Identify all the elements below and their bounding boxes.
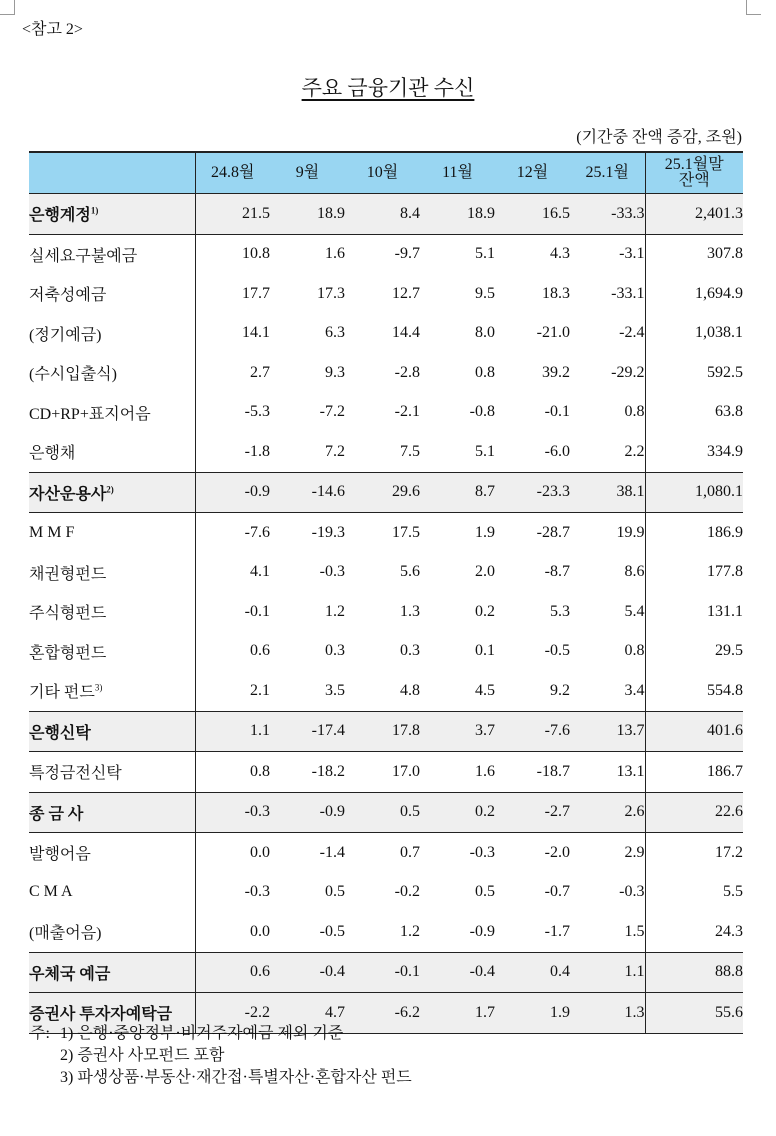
value-cell: 5.4 (570, 592, 645, 632)
value-cell: -1.7 (544, 922, 570, 940)
value-cell: -2.4 (570, 314, 645, 354)
value-cell: 13.1 (570, 752, 645, 793)
column-header: 12월 (495, 152, 570, 194)
value-cell: 4.7 (270, 993, 345, 1034)
table-group-row (29, 952, 743, 993)
value-cell: 9.3 (325, 363, 345, 381)
row-label (29, 752, 195, 793)
value-cell: 39.2 (542, 363, 570, 381)
balance-cell: 29.5 (715, 642, 743, 660)
value-cell: -33.3 (570, 194, 645, 235)
table-row (29, 393, 743, 433)
balance-cell: 24.3 (715, 922, 743, 940)
value-cell: -2.8 (394, 363, 420, 381)
balance-cell: 1,694.9 (695, 284, 743, 302)
value-cell: 3.4 (570, 671, 645, 711)
balance-cell: 131.1 (707, 602, 743, 620)
value-cell: 8.0 (475, 324, 495, 342)
balance-cell: 401.6 (645, 711, 743, 752)
value-cell: 1.5 (570, 912, 645, 952)
table-row (29, 912, 743, 952)
row-label-text: 발행어음 (29, 846, 91, 864)
value-cell: -0.9 (469, 922, 495, 940)
value-cell: 0.5 (345, 792, 420, 833)
balance-cell: 334.9 (707, 442, 743, 460)
column-header: 25.1월 (570, 152, 645, 194)
value-cell: -6.2 (345, 993, 420, 1034)
value-cell: 4.1 (250, 563, 270, 581)
value-cell: 1.1 (570, 952, 645, 993)
footnote-text: 1) 은행·중앙정부·비거주자예금 제외 기준 (60, 1025, 344, 1042)
value-cell: -33.1 (570, 274, 645, 314)
value-cell: -0.7 (544, 883, 570, 901)
page-corner-mark-left (0, 0, 15, 15)
balance-header-line2: 잔액 (678, 172, 710, 189)
value-cell: 0.5 (475, 883, 495, 901)
value-cell: -0.3 (195, 792, 270, 833)
balance-cell: 177.8 (707, 563, 743, 581)
footnote-marker: 1) (90, 205, 99, 216)
value-cell: -0.3 (319, 563, 345, 581)
value-cell: 5.1 (420, 234, 495, 274)
value-cell: 0.3 (400, 642, 420, 660)
value-cell: 5.3 (550, 602, 570, 620)
value-cell: -1.8 (244, 442, 270, 460)
value-cell: 29.6 (345, 472, 420, 513)
value-cell: 17.3 (317, 284, 345, 302)
table-row (29, 234, 743, 274)
value-cell: 14.4 (392, 324, 420, 342)
row-label (29, 472, 195, 513)
footnote-text: 3) 파생상품·부동산·재간접·특별자산·혼합자산 펀드 (60, 1069, 412, 1086)
footnote-marker: 2) (106, 484, 114, 495)
value-cell: -0.2 (394, 883, 420, 901)
value-cell: 21.5 (195, 194, 270, 235)
balance-cell: 63.8 (715, 403, 743, 421)
row-label-text: 종 금 사 (29, 805, 84, 823)
footnote-prefix: 주: (30, 1025, 50, 1042)
value-cell: -29.2 (570, 353, 645, 393)
value-cell: 4.3 (495, 234, 570, 274)
value-cell: 4.8 (400, 681, 420, 699)
value-cell: 12.7 (392, 284, 420, 302)
unit-note: (기간중 잔액 증감, 조원) (576, 129, 742, 146)
table-group-row (29, 472, 743, 513)
footnote-marker: 3) (94, 682, 103, 693)
value-cell: 1.2 (325, 602, 345, 620)
value-cell: 1.2 (400, 922, 420, 940)
value-cell: 1.9 (420, 513, 495, 553)
table-row (29, 274, 743, 314)
value-cell: -2.0 (495, 833, 570, 873)
row-label (29, 194, 195, 235)
value-cell: -0.9 (270, 792, 345, 833)
table-row (29, 752, 743, 793)
row-label-text: 우체국 예금 (29, 965, 111, 983)
value-cell: 3.5 (325, 681, 345, 699)
row-label-text: 채권형펀드 (29, 565, 107, 583)
value-cell: 16.5 (495, 194, 570, 235)
row-label-text: C M A (29, 883, 73, 901)
table-body (29, 194, 743, 1034)
value-cell: 8.4 (345, 194, 420, 235)
value-cell: -2.2 (195, 993, 270, 1034)
balance-cell: 554.8 (707, 681, 743, 699)
value-cell: -0.9 (195, 472, 270, 513)
table-row (29, 353, 743, 393)
value-cell: 19.9 (570, 513, 645, 553)
balance-cell: 1,080.1 (645, 472, 743, 513)
column-header: 9월 (270, 152, 345, 194)
balance-cell: 22.6 (645, 792, 743, 833)
column-header-label (29, 152, 195, 194)
value-cell: -0.4 (270, 952, 345, 993)
value-cell: -0.5 (544, 642, 570, 660)
value-cell: -0.5 (319, 922, 345, 940)
row-label (29, 671, 195, 711)
value-cell: 3.7 (420, 711, 495, 752)
row-label-text: 저축성예금 (29, 287, 107, 305)
value-cell: 7.5 (400, 442, 420, 460)
table-row (29, 671, 743, 711)
value-cell: -0.3 (244, 883, 270, 901)
row-label-text: 은행채 (29, 445, 76, 463)
value-cell: 0.5 (325, 883, 345, 901)
value-cell: 6.3 (325, 324, 345, 342)
value-cell: 0.8 (195, 752, 270, 793)
row-label-text: 기타 펀드 (29, 684, 95, 702)
value-cell: 2.0 (475, 563, 495, 581)
balance-cell: 186.9 (645, 513, 743, 553)
balance-cell: 2,401.3 (645, 194, 743, 235)
row-label-text: 은행계정 (29, 207, 91, 225)
value-cell: 2.6 (570, 792, 645, 833)
footnotes (30, 1023, 412, 1089)
row-label (29, 952, 195, 993)
row-label (29, 314, 195, 354)
value-cell: -6.0 (544, 442, 570, 460)
row-label (29, 353, 195, 393)
table-row (29, 553, 743, 593)
row-label-text: 특정금전신탁 (29, 765, 122, 783)
value-cell: -3.1 (570, 234, 645, 274)
value-cell: -14.6 (270, 472, 345, 513)
value-cell: -0.8 (469, 403, 495, 421)
row-label (29, 432, 195, 472)
value-cell: 0.8 (475, 363, 495, 381)
value-cell: -19.3 (270, 513, 345, 553)
value-cell: -7.6 (495, 711, 570, 752)
value-cell: 0.6 (195, 952, 270, 993)
row-label-text: M M F (29, 523, 75, 541)
value-cell: 1.9 (495, 993, 570, 1034)
column-header: 24.8월 (195, 152, 270, 194)
table-row (29, 632, 743, 672)
balance-header-line1: 25.1월말 (664, 156, 724, 173)
column-header: 10월 (345, 152, 420, 194)
value-cell: 0.4 (495, 952, 570, 993)
value-cell: -17.4 (270, 711, 345, 752)
value-cell: 2.2 (570, 432, 645, 472)
value-cell: 1.3 (570, 993, 645, 1034)
table-row (29, 873, 743, 913)
document-title (0, 72, 776, 102)
value-cell: 1.6 (270, 234, 345, 274)
value-cell: 0.7 (345, 833, 420, 873)
value-cell: -2.1 (394, 403, 420, 421)
value-cell: 0.6 (250, 642, 270, 660)
balance-cell: 88.8 (645, 952, 743, 993)
value-cell: 2.7 (250, 363, 270, 381)
value-cell: 8.6 (570, 553, 645, 593)
value-cell: -28.7 (495, 513, 570, 553)
value-cell: 1.6 (420, 752, 495, 793)
row-label (29, 632, 195, 672)
value-cell: -0.3 (420, 833, 495, 873)
footnote-3 (30, 1067, 412, 1089)
footnote-2 (30, 1045, 412, 1067)
value-cell: 17.8 (345, 711, 420, 752)
value-cell: 13.7 (570, 711, 645, 752)
balance-cell: 1,038.1 (695, 324, 743, 342)
row-label (29, 873, 195, 913)
value-cell: -0.1 (544, 403, 570, 421)
value-cell: 9.5 (475, 284, 495, 302)
value-cell: -0.1 (345, 952, 420, 993)
value-cell: -7.2 (319, 403, 345, 421)
balance-cell: 307.8 (645, 234, 743, 274)
value-cell: -18.2 (270, 752, 345, 793)
row-label (29, 513, 195, 553)
value-cell: 17.5 (345, 513, 420, 553)
row-label-text: 주식형펀드 (29, 605, 107, 623)
value-cell: -2.7 (495, 792, 570, 833)
table-row (29, 592, 743, 632)
table-row (29, 432, 743, 472)
row-label-text: (정기예금) (29, 326, 102, 344)
value-cell: 2.9 (570, 833, 645, 873)
value-cell: -0.4 (420, 952, 495, 993)
row-label (29, 711, 195, 752)
table-row (29, 314, 743, 354)
balance-cell: 55.6 (645, 993, 743, 1034)
balance-cell: 592.5 (707, 363, 743, 381)
row-label (29, 274, 195, 314)
column-header-balance (645, 152, 743, 194)
value-cell: 1.7 (420, 993, 495, 1034)
value-cell: 5.6 (400, 563, 420, 581)
table-group-row (29, 194, 743, 235)
row-label (29, 553, 195, 593)
row-label (29, 833, 195, 873)
value-cell: 4.5 (475, 681, 495, 699)
value-cell: -23.3 (495, 472, 570, 513)
value-cell: 5.1 (475, 442, 495, 460)
page-corner-mark-right (746, 0, 761, 15)
row-label (29, 912, 195, 952)
row-label (29, 592, 195, 632)
value-cell: 0.8 (570, 632, 645, 672)
value-cell: 38.1 (570, 472, 645, 513)
value-cell: -0.1 (244, 602, 270, 620)
column-header: 11월 (420, 152, 495, 194)
value-cell: 7.2 (325, 442, 345, 460)
value-cell: -7.6 (195, 513, 270, 553)
row-label (29, 792, 195, 833)
table-group-row (29, 711, 743, 752)
table-row (29, 833, 743, 873)
value-cell: 8.7 (420, 472, 495, 513)
value-cell: -9.7 (345, 234, 420, 274)
value-cell: 0.1 (475, 642, 495, 660)
table-group-row (29, 792, 743, 833)
footnote-1 (30, 1023, 412, 1045)
value-cell: 0.8 (570, 393, 645, 433)
row-label-text: 혼합형펀드 (29, 644, 107, 662)
row-label-text: 증권사 투자자예탁금 (29, 1006, 173, 1024)
value-cell: 1.3 (400, 602, 420, 620)
footnote-text: 2) 증권사 사모펀드 포함 (60, 1047, 225, 1064)
value-cell: -0.3 (570, 873, 645, 913)
value-cell: 18.3 (542, 284, 570, 302)
row-label-text: (매출어음) (29, 925, 102, 943)
value-cell: 10.8 (195, 234, 270, 274)
row-label-text: 실세요구불예금 (29, 247, 138, 265)
row-label-text: 은행신탁 (29, 724, 91, 742)
balance-cell: 186.7 (645, 752, 743, 793)
reference-label: <참고 2> (22, 21, 83, 38)
value-cell: -18.7 (495, 752, 570, 793)
balance-cell: 17.2 (645, 833, 743, 873)
value-cell: 0.2 (475, 602, 495, 620)
value-cell: -8.7 (544, 563, 570, 581)
value-cell: 17.7 (242, 284, 270, 302)
row-label (29, 234, 195, 274)
value-cell: 0.0 (195, 833, 270, 873)
balance-cell: 5.5 (723, 883, 743, 901)
value-cell: 2.1 (250, 681, 270, 699)
value-cell: 14.1 (242, 324, 270, 342)
value-cell: 1.1 (195, 711, 270, 752)
value-cell: 0.2 (420, 792, 495, 833)
value-cell: -1.4 (270, 833, 345, 873)
deposits-table (29, 151, 743, 1034)
table-header-row (29, 152, 743, 194)
title-text: 주요 금융기관 수신 (301, 76, 475, 100)
table-row (29, 513, 743, 553)
value-cell: 0.3 (325, 642, 345, 660)
value-cell: -5.3 (244, 403, 270, 421)
value-cell: -21.0 (536, 324, 570, 342)
row-label (29, 393, 195, 433)
value-cell: 9.2 (550, 681, 570, 699)
value-cell: 17.0 (345, 752, 420, 793)
value-cell: 18.9 (270, 194, 345, 235)
row-label-text: (수시입출식) (29, 366, 117, 384)
row-label-text: CD+RP+표지어음 (29, 405, 151, 423)
value-cell: 0.0 (250, 922, 270, 940)
value-cell: 18.9 (420, 194, 495, 235)
row-label-text: 자산운용사 (29, 485, 107, 503)
